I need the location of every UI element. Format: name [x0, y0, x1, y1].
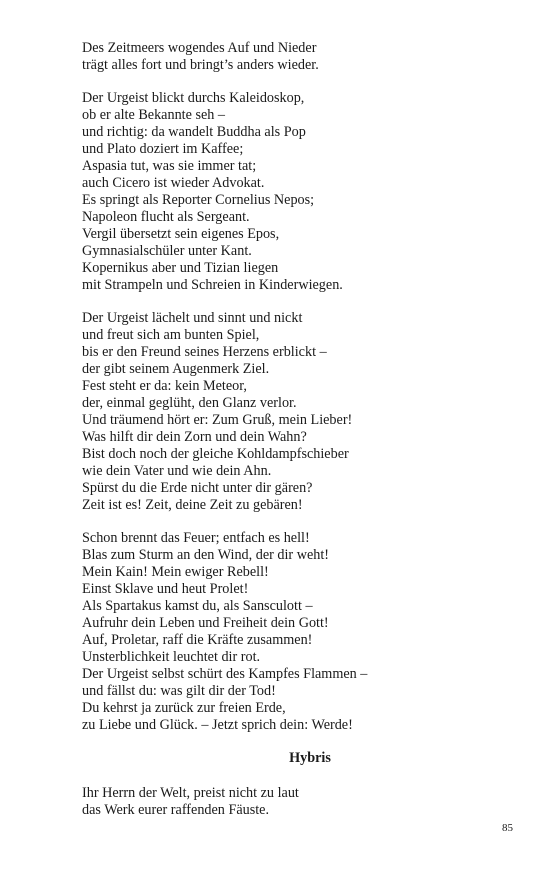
- verse-line: und fällst du: was gilt dir der Tod!: [82, 683, 276, 699]
- verse-line: und richtig: da wandelt Buddha als Pop: [82, 124, 306, 140]
- verse-line: Als Spartakus kamst du, als Sansculott –: [82, 598, 313, 614]
- verse-line: der, einmal geglüht, den Glanz verlor.: [82, 395, 297, 411]
- verse-line: Was hilft dir dein Zorn und dein Wahn?: [82, 429, 307, 445]
- verse-line: Unsterblichkeit leuchtet dir rot.: [82, 649, 261, 665]
- page-number: 85: [502, 822, 513, 834]
- verse-line: Einst Sklave und heut Prolet!: [82, 581, 249, 597]
- verse-line: Mein Kain! Mein ewiger Rebell!: [82, 564, 269, 580]
- verse-line: Der Urgeist lächelt und sinnt und nickt: [82, 310, 303, 326]
- stanza-4: [82, 530, 482, 734]
- stanza-1: [82, 40, 482, 74]
- verse-line: das Werk eurer raffenden Fäuste.: [82, 802, 270, 818]
- verse-line: Des Zeitmeers wogendes Auf und Nieder: [82, 40, 317, 56]
- next-poem-stanza: [82, 785, 482, 819]
- verse-line: und freut sich am bunten Spiel,: [82, 327, 260, 343]
- verse-line: trägt alles fort und bringt’s anders wieder.: [82, 57, 319, 73]
- verse-line: zu Liebe und Glück. – Jetzt sprich dein: Werde!: [82, 717, 353, 733]
- verse-line: Blas zum Sturm an den Wind, der dir weht!: [82, 547, 330, 563]
- verse-line: Du kehrst ja zurück zur freien Erde,: [82, 700, 286, 716]
- verse-line: Napoleon flucht als Sergeant.: [82, 209, 250, 225]
- verse-line: wie dein Vater und wie dein Ahn.: [82, 463, 272, 479]
- verse-line: Kopernikus aber und Tizian liegen: [82, 260, 279, 276]
- verse-line: bis er den Freund seines Herzens erblickt –: [82, 344, 327, 360]
- verse-line: der gibt seinem Augenmerk Ziel.: [82, 361, 270, 377]
- verse-line: Aufruhr dein Leben und Freiheit dein Gott!: [82, 615, 329, 631]
- verse-line: Gymnasialschüler unter Kant.: [82, 243, 252, 259]
- verse-line: Spürst du die Erde nicht unter dir gären?: [82, 480, 313, 496]
- stanza-2: [82, 90, 482, 294]
- verse-line: Zeit ist es! Zeit, deine Zeit zu gebären!: [82, 497, 303, 513]
- verse-line: auch Cicero ist wieder Advokat.: [82, 175, 265, 191]
- poem-text: [82, 40, 482, 835]
- verse-line: Der Urgeist selbst schürt des Kampfes Flammen –: [82, 666, 368, 682]
- verse-line: Schon brennt das Feuer; entfach es hell!: [82, 530, 310, 546]
- stanza-3: [82, 310, 482, 514]
- verse-line: Es springt als Reporter Cornelius Nepos;: [82, 192, 315, 208]
- verse-line: Fest steht er da: kein Meteor,: [82, 378, 247, 394]
- verse-line: Aspasia tut, was sie immer tat;: [82, 158, 257, 174]
- poem-title: Hybris: [289, 750, 331, 766]
- verse-line: ob er alte Bekannte seh –: [82, 107, 226, 123]
- verse-line: Bist doch noch der gleiche Kohldampfschieber: [82, 446, 349, 462]
- verse-line: mit Strampeln und Schreien in Kinderwiegen.: [82, 277, 343, 293]
- verse-line: Vergil übersetzt sein eigenes Epos,: [82, 226, 280, 242]
- verse-line: Ihr Herrn der Welt, preist nicht zu laut: [82, 785, 299, 801]
- verse-line: Der Urgeist blickt durchs Kaleidoskop,: [82, 90, 305, 106]
- verse-line: Und träumend hört er: Zum Gruß, mein Lieber!: [82, 412, 353, 428]
- verse-line: und Plato doziert im Kaffee;: [82, 141, 244, 157]
- verse-line: Auf, Proletar, raff die Kräfte zusammen!: [82, 632, 313, 648]
